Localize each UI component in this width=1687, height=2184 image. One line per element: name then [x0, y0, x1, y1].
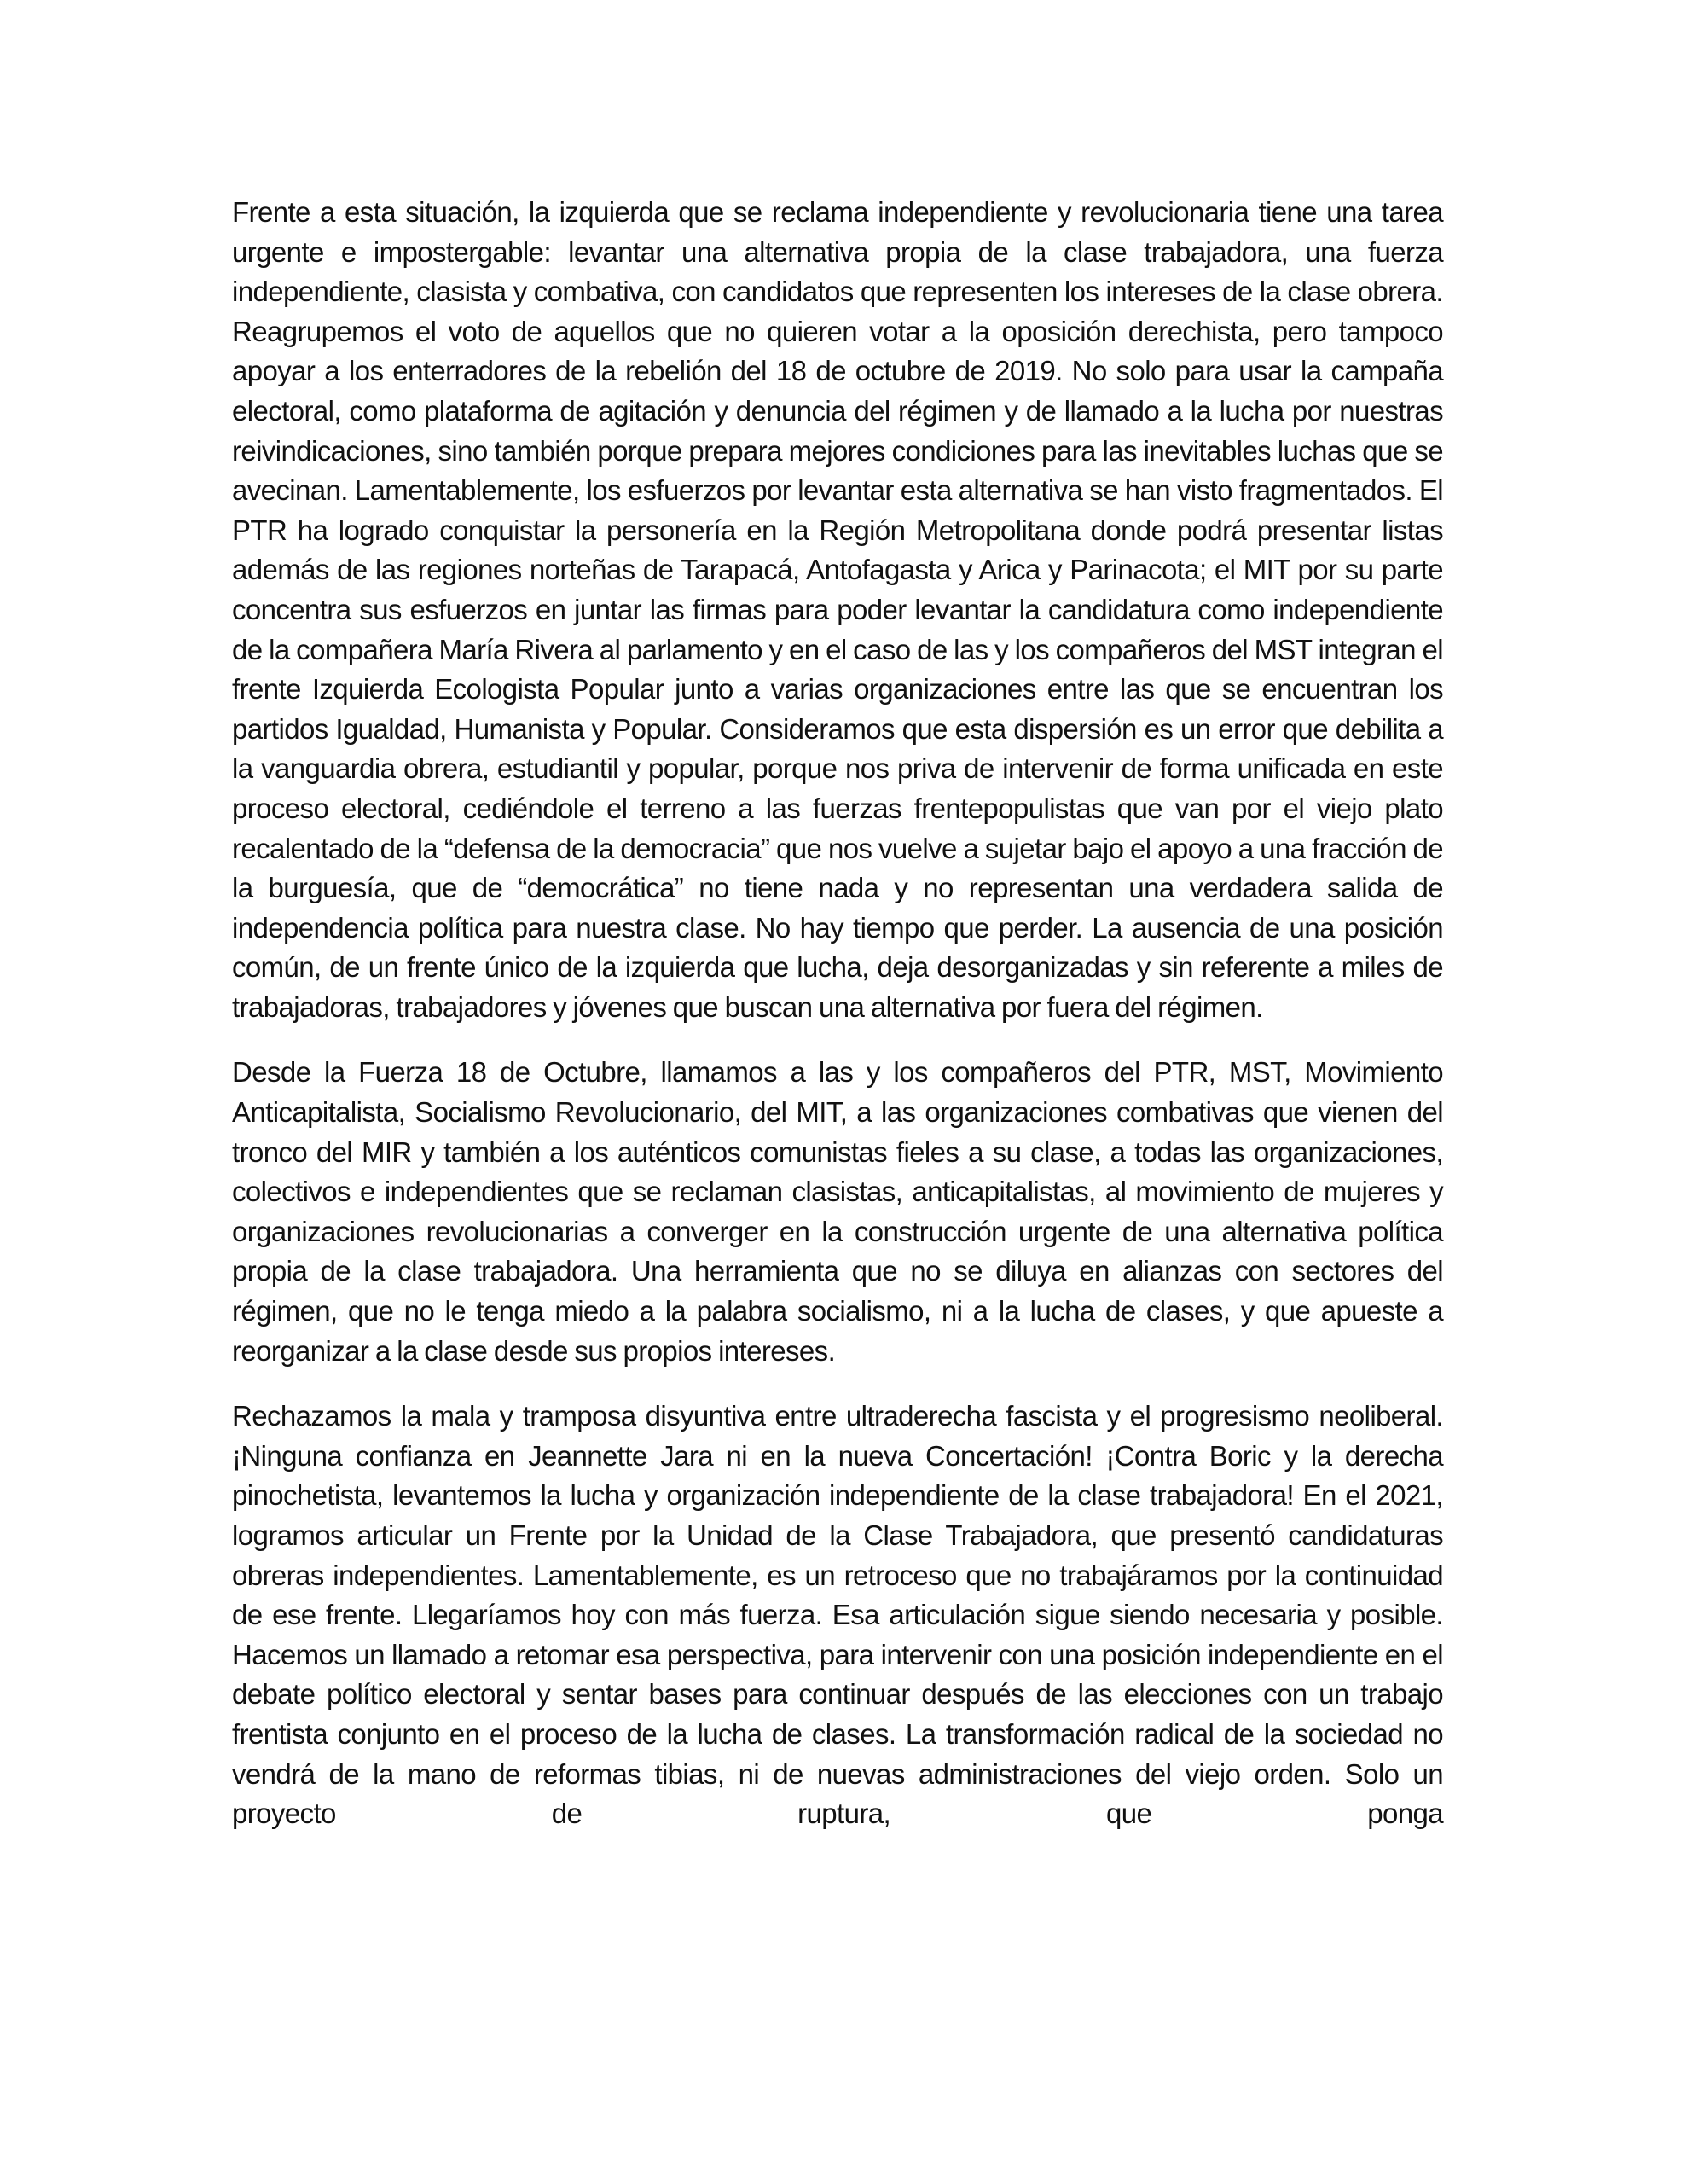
document-page [232, 193, 1443, 1860]
paragraph-llamado-organizaciones: Desde la Fuerza 18 de Octubre, llamamos a las y los compañeros del PTR, MST, Movimiento Anticapitalista, Socialismo Revolucionario, del MIT, a las organizaciones combativas que vienen del tronco del MIR y también a los auténticos comunistas fieles a su clase, a todas las organizaciones, colectivos e independientes que se reclaman clasistas, anticapitalistas, al movimiento de mujeres y organizaciones revolucionarias a converger en la construcción urgente de una alternativa política propia de la clase trabajadora. Una herramienta que no se diluya en alianzas con sectores del régimen, que no le tenga miedo a la palabra socialismo, ni a la lucha de clases, y que apueste a reorganizar a la clase desde sus propios intereses. [232, 1056, 1443, 1367]
paragraph-rechazo-disyuntiva: Rechazamos la mala y tramposa disyuntiva entre ultraderecha fascista y el progresismo neoliberal. ¡Ninguna confianza en Jeannette Jara ni en la nueva Concertación! ¡Contra Boric y la derecha pinochetista, levantemos la lucha y organización independiente de la clase trabajadora! En el 2021, logramos articular un Frente por la Unidad de la Clase Trabajadora, que presentó candidaturas obreras independientes. Lamentablemente, es un retroceso que no trabajáramos por la continuidad de ese frente. Llegaríamos hoy con más fuerza. Esa articulación sigue siendo necesaria y posible. Hacemos un llamado a retomar esa perspectiva, para intervenir con una posición independiente en el debate político electoral y sentar bases para continuar después de las elecciones con un trabajo frentista conjunto en el proceso de la lucha de clases. La transformación radical de la sociedad no vendrá de la mano de reformas tibias, ni de nuevas administraciones del viejo orden. Solo un proyecto de ruptura, que ponga [232, 1400, 1443, 1830]
paragraph-situacion-izquierda: Frente a esta situación, la izquierda que se reclama independiente y revolucionaria tiene una tarea urgente e impostergable: levantar una alternativa propia de la clase trabajadora, una fuerza independiente, clasista y combativa, con candidatos que representen los intereses de la clase obrera. Reagrupemos el voto de aquellos que no quieren votar a la oposición derechista, pero tampoco apoyar a los enterradores de la rebelión del 18 de octubre de 2019. No solo para usar la campaña electoral, como plataforma de agitación y denuncia del régimen y de llamado a la lucha por nuestras reivindicaciones, sino también porque prepara mejores condiciones para las inevitables luchas que se avecinan. Lamentablemente, los esfuerzos por levantar esta alternativa se han visto fragmentados. El PTR ha logrado conquistar la personería en la Región Metropolitana donde podrá presentar listas además de las regiones norteñas de Tarapacá, Antofagasta y Arica y Parinacota; el MIT por su parte concentra sus esfuerzos en juntar las firmas para poder levantar la candidatura como independiente de la compañera María Rivera al parlamento y en el caso de las y los compañeros del MST integran el frente Izquierda Ecologista Popular junto a varias organizaciones entre las que se encuentran los partidos Igualdad, Humanista y Popular. Consideramos que esta dispersión es un error que debilita a la vanguardia obrera, estudiantil y popular, porque nos priva de intervenir de forma unificada en este proceso electoral, cediéndole el terreno a las fuerzas frentepopulistas que van por el viejo plato recalentado de la “defensa de la democracia” que nos vuelve a sujetar bajo el apoyo a una fracción de la burguesía, que de “democrática” no tiene nada y no representan una verdadera salida de independencia política para nuestra clase. No hay tiempo que perder. La ausencia de una posición común, de un frente único de la izquierda que lucha, deja desorganizadas y sin referente a miles de trabajadoras, trabajadores y jóvenes que buscan una alternativa por fuera del régimen. [232, 196, 1443, 1023]
